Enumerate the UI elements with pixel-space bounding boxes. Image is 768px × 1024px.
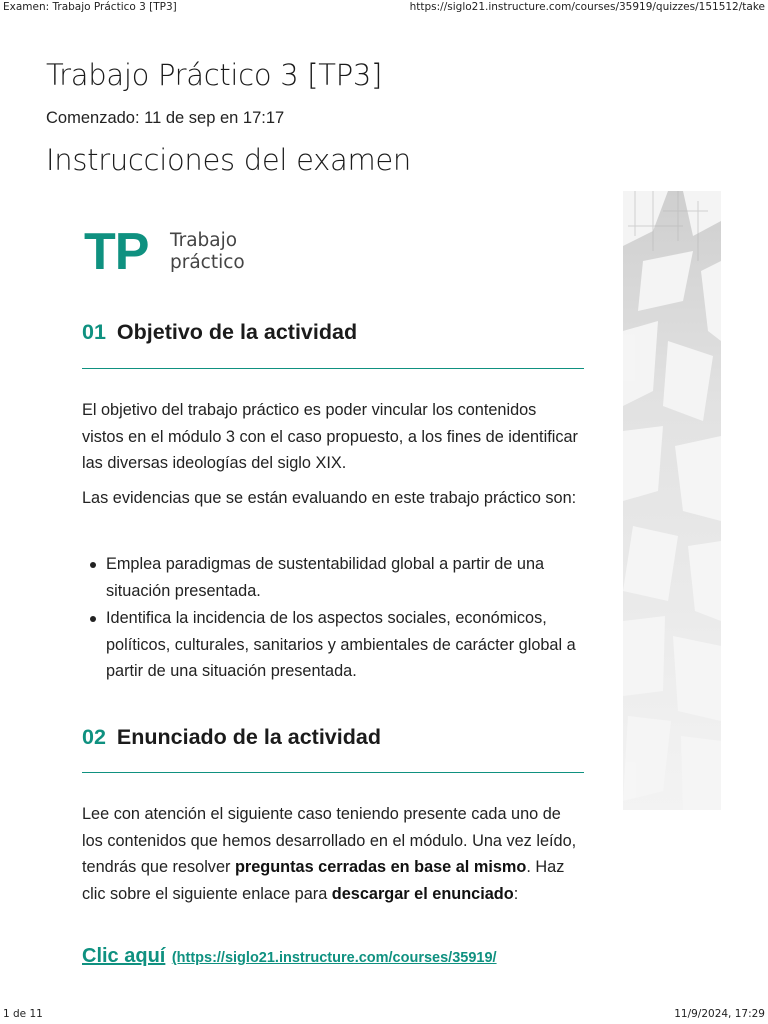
section-01-paragraph-2: Las evidencias que se están evaluando en este trabajo práctico son: <box>82 489 577 507</box>
section-02-text-2: . Haz clic sobre el siguiente enlace para <box>82 858 565 903</box>
page-counter: 1 de 11 <box>3 1008 43 1020</box>
print-header-url: https://siglo21.instructure.com/courses/35919/quizzes/151512/take <box>409 1 765 13</box>
section-02-number: 02 <box>82 725 106 749</box>
tp-logo-word <box>170 230 270 274</box>
section-02-title: Enunciado de la actividad <box>116 725 381 749</box>
architecture-illustration <box>623 191 721 810</box>
print-header-title: Examen: Trabajo Práctico 3 [TP3] <box>3 1 177 13</box>
section-01-divider <box>82 368 584 369</box>
section-01-number: 01 <box>82 320 106 344</box>
tp-logo-word-line1: Trabajo <box>170 230 238 251</box>
section-02-divider <box>82 772 584 773</box>
download-link[interactable] <box>82 945 602 968</box>
instructions-heading: Instrucciones del examen <box>46 143 412 177</box>
print-header <box>0 0 768 16</box>
print-footer <box>0 1008 768 1024</box>
list-item: Identifica la incidencia de los aspectos sociales, económicos, políticos, culturales, sanitarios y ambientales de carácter global a partir de una situación presentada. <box>82 605 582 685</box>
tp-logo-letters: TP <box>84 223 149 281</box>
section-01-paragraph-1: El objetivo del trabajo práctico es poder vincular los contenidos vistos en el módulo 3 con el caso propuesto, a los fines de identificar las diversas ideologías del siglo XIX. <box>82 401 578 472</box>
section-01-title: Objetivo de la actividad <box>116 320 358 344</box>
section-02-bold-2: descargar el enunciado <box>331 884 514 903</box>
download-link-text[interactable]: Clic aquí <box>82 945 166 967</box>
tp-logo-word-line2: práctico <box>170 252 245 273</box>
download-link-url[interactable]: (https://siglo21.instructure.com/courses/35919/ <box>171 950 497 966</box>
section-02-paragraph <box>82 801 582 907</box>
print-timestamp: 11/9/2024, 17:29 <box>674 1008 765 1020</box>
section-01-heading <box>82 320 357 345</box>
evidence-list <box>82 551 582 686</box>
started-timestamp: Comenzado: 11 de sep en 17:17 <box>46 109 285 127</box>
section-02-heading <box>82 725 381 750</box>
quiz-title: Trabajo Práctico 3 [TP3] <box>46 58 383 92</box>
section-02-text-3: : <box>513 884 519 903</box>
list-item: Emplea paradigmas de sustentabilidad global a partir de una situación presentada. <box>82 551 582 604</box>
decorative-architecture-image <box>623 191 721 810</box>
section-02-bold-1: preguntas cerradas en base al mismo <box>234 858 527 876</box>
section-02-text-1: Lee con atención el siguiente caso teniendo presente cada uno de los contenidos que hemos desarrollado en el módulo. Una vez leído, tendrás que resolver <box>82 805 577 876</box>
